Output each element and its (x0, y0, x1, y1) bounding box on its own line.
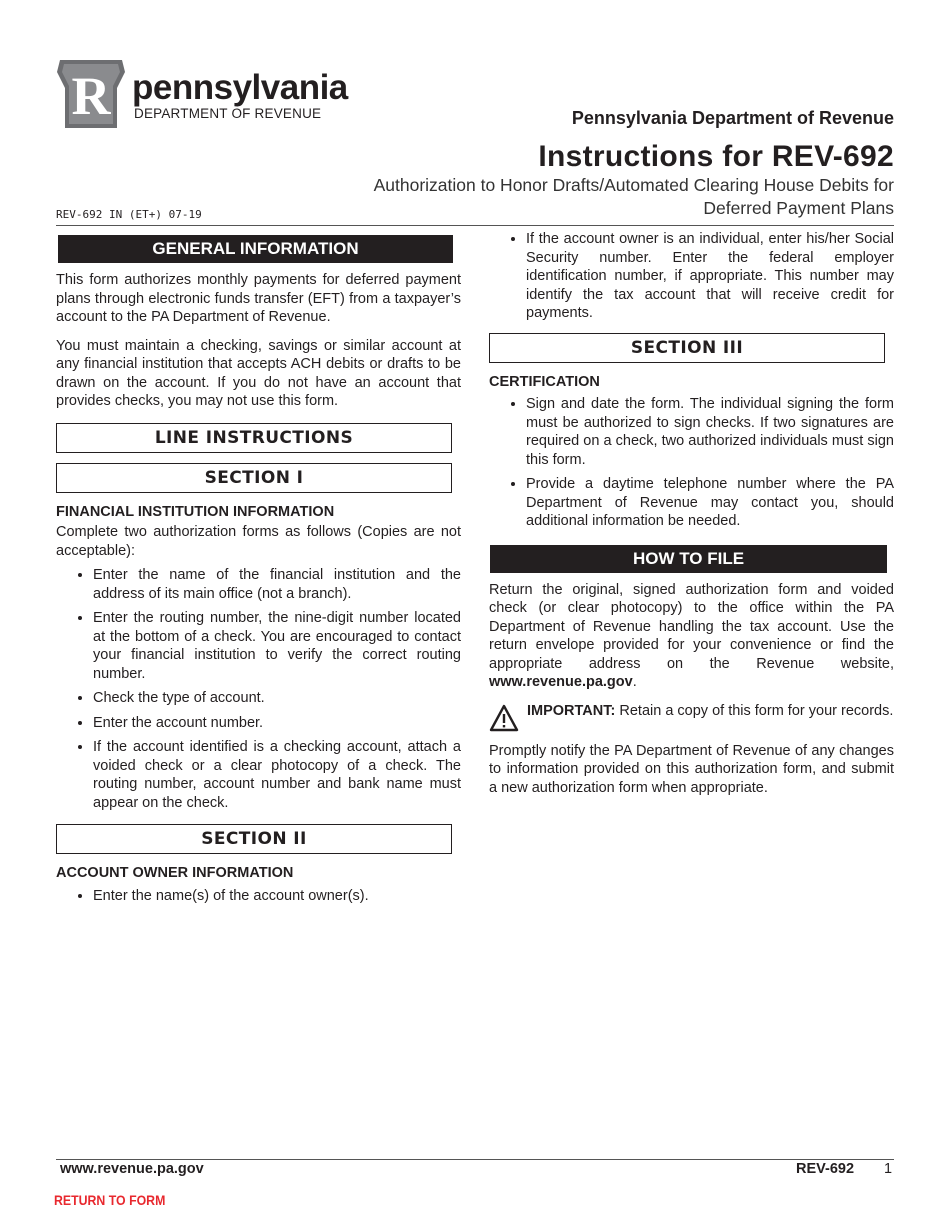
page-number: 1 (884, 1161, 893, 1177)
how-to-file-paragraph-2: Promptly notify the PA Department of Revenue of any changes to information provided on this authorization form, and submit a new authorization form when appropriate. (489, 742, 894, 796)
section-1-heading: SECTION I (56, 463, 452, 493)
section-2-list-continued (489, 230, 894, 323)
section-2-heading: SECTION II (56, 824, 452, 854)
section-1-intro: Complete two authorization forms as follows (Copies are not acceptable): (56, 524, 461, 559)
how-to-file-heading: HOW TO FILE (490, 545, 887, 573)
right-column (489, 230, 894, 807)
general-paragraph-1: This form authorizes monthly payments for deferred payment plans through electronic funds transfer (EFT) from a taxpayer’s account to the PA Department of Revenue. (56, 272, 461, 325)
return-to-form-link[interactable]: RETURN TO FORM (54, 1192, 166, 1208)
revenue-website-link[interactable]: www.revenue.pa.gov (489, 674, 633, 690)
form-code: REV-692 IN (ET+) 07-19 (56, 208, 202, 221)
svg-text:R: R (71, 66, 111, 126)
list-item: • Enter the name(s) of the account owner(s). (93, 887, 461, 906)
list-item: • If the account owner is an individual, enter his/her Social Security number. Enter the federal employer identification number, if appropriate. This number may identify the tax account that will receive credit for payments. (526, 230, 894, 323)
document-title: Instructions for REV-692 (538, 140, 894, 173)
footer-divider (56, 1159, 894, 1160)
section-3-heading: SECTION III (489, 333, 885, 363)
list-item: • Enter the account number. (93, 714, 461, 733)
warning-icon (489, 704, 519, 732)
header-divider (56, 225, 894, 226)
section-1-subheading: FINANCIAL INSTITUTION INFORMATION (56, 503, 335, 520)
list-item: • Enter the name of the financial institution and the address of its main office (not a branch). (93, 566, 461, 603)
section-1-list (56, 566, 461, 812)
line-instructions-heading: LINE INSTRUCTIONS (56, 423, 452, 453)
list-item: • Enter the routing number, the nine-digit number located at the bottom of a check. You are encouraged to contact your financial institution to verify the correct routing number. (93, 609, 461, 683)
footer-website[interactable]: www.revenue.pa.gov (60, 1161, 204, 1177)
list-item: • Provide a daytime telephone number where the PA Department of Revenue may contact you, should additional information be needed. (526, 475, 894, 531)
left-column (56, 235, 461, 913)
list-item: • Sign and date the form. The individual signing the form must be authorized to sign checks. If two signatures are required on a check, two authorized individuals must sign this form. (526, 395, 894, 469)
list-item: • If the account identified is a checking account, attach a voided check or a clear photocopy of a check. The routing number, account number and bank name must appear on the check. (93, 738, 461, 812)
footer-form-number: REV-692 (796, 1161, 855, 1177)
general-paragraph-2: You must maintain a checking, savings or similar account at any financial institution that accepts ACH debits or drafts to be drawn on the account. If you do not have an account that provides checks, you may not use this form. (56, 337, 461, 409)
general-information-heading: GENERAL INFORMATION (58, 235, 453, 263)
department-title: Pennsylvania Department of Revenue (571, 108, 894, 128)
how-to-file-paragraph-1: Return the original, signed authorization form and voided check (or clear photocopy) to the office within the PA Department of Revenue handling the tax account. Use the return envelope provided for your convenience or find the appropriate address on the Revenue website, www.revenue.pa.gov. (489, 581, 894, 690)
logo-wordmark: pennsylvania (132, 68, 348, 107)
section-2-subheading: ACCOUNT OWNER INFORMATION (56, 865, 294, 881)
section-2-list (56, 887, 461, 906)
logo-subtitle: DEPARTMENT OF REVENUE (134, 106, 322, 121)
section-3-subheading: CERTIFICATION (489, 373, 600, 390)
keystone-logo-icon (55, 58, 127, 130)
pa-revenue-logo (55, 58, 348, 130)
document-subtitle: Authorization to Honor Drafts/Automated Clearing House Debits for Deferred Payment Plans (373, 175, 894, 218)
important-text: IMPORTANT: Retain a copy of this form for your records. (527, 702, 894, 719)
important-note (489, 702, 894, 732)
list-item: • Check the type of account. (93, 689, 461, 708)
section-3-list (489, 395, 894, 531)
